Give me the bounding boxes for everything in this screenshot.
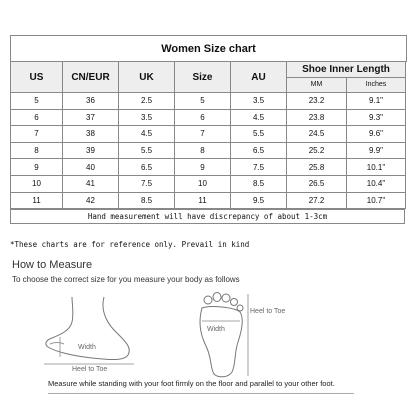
size-cell-uk: 5.5 (119, 142, 175, 159)
size-cell-in: 9.6" (347, 126, 406, 143)
size-cell-au: 8.5 (231, 175, 287, 192)
size-cell-au: 4.5 (231, 109, 287, 126)
size-cell-us: 9 (11, 159, 63, 176)
top-foot-illustration (200, 293, 243, 377)
size-cell-cn: 37 (63, 109, 119, 126)
how-to-measure-subtitle: To choose the correct size for you measure your body as follows (12, 275, 240, 284)
side-heel-to-toe-label: Heel to Toe (72, 366, 108, 373)
header-mm: MM (287, 77, 347, 93)
size-cell-size: 7 (175, 126, 231, 143)
size-cell-in: 10.4" (347, 175, 406, 192)
header-cn-eur: CN/EUR (63, 62, 119, 93)
size-cell-mm: 24.5 (287, 126, 347, 143)
how-to-measure-title: How to Measure (12, 259, 93, 271)
size-cell-in: 10.1" (347, 159, 406, 176)
size-cell-size: 6 (175, 109, 231, 126)
size-cell-size: 5 (175, 93, 231, 110)
header-inches: Inches (347, 77, 406, 93)
size-cell-in: 9.9" (347, 142, 406, 159)
header-us: US (11, 62, 63, 93)
size-cell-uk: 8.5 (119, 192, 175, 209)
size-cell-cn: 40 (63, 159, 119, 176)
chart-title: Women Size chart (10, 35, 407, 62)
size-cell-au: 7.5 (231, 159, 287, 176)
size-cell-in: 10.7" (347, 192, 406, 209)
header-uk: UK (119, 62, 175, 93)
header-size: Size (175, 62, 231, 93)
size-cell-mm: 25.2 (287, 142, 347, 159)
size-cell-us: 8 (11, 142, 63, 159)
size-cell-size: 9 (175, 159, 231, 176)
size-cell-cn: 41 (63, 175, 119, 192)
size-cell-in: 9.3" (347, 109, 406, 126)
size-cell-us: 11 (11, 192, 63, 209)
size-cell-au: 5.5 (231, 126, 287, 143)
size-cell-uk: 4.5 (119, 126, 175, 143)
side-width-label: Width (78, 344, 96, 351)
header-au: AU (231, 62, 287, 93)
size-cell-uk: 2.5 (119, 93, 175, 110)
size-cell-us: 7 (11, 126, 63, 143)
size-cell-uk: 6.5 (119, 159, 175, 176)
size-cell-size: 8 (175, 142, 231, 159)
bottom-divider (48, 393, 354, 394)
size-cell-mm: 27.2 (287, 192, 347, 209)
size-cell-au: 3.5 (231, 93, 287, 110)
measurement-disclaimer: Hand measurement will have discrepancy of about 1-3cm (10, 209, 405, 224)
size-cell-us: 6 (11, 109, 63, 126)
size-cell-au: 6.5 (231, 142, 287, 159)
size-cell-in: 9.1" (347, 93, 406, 110)
size-cell-mm: 23.2 (287, 93, 347, 110)
measurement-caption: Measure while standing with your foot firmly on the floor and parallel to your other foot. (48, 379, 335, 388)
size-cell-cn: 38 (63, 126, 119, 143)
size-cell-us: 10 (11, 175, 63, 192)
size-cell-us: 5 (11, 93, 63, 110)
size-cell-mm: 25.8 (287, 159, 347, 176)
size-cell-size: 10 (175, 175, 231, 192)
size-cell-size: 11 (175, 192, 231, 209)
size-cell-uk: 7.5 (119, 175, 175, 192)
top-heel-to-toe-label: Heel to Toe (250, 308, 286, 315)
size-cell-uk: 3.5 (119, 109, 175, 126)
size-cell-cn: 39 (63, 142, 119, 159)
reference-note: *These charts are for reference only. Prevail in kind (10, 240, 250, 249)
header-shoe-inner-length: Shoe Inner Length (287, 62, 406, 78)
size-cell-cn: 36 (63, 93, 119, 110)
top-width-label: Width (207, 326, 225, 333)
size-cell-mm: 26.5 (287, 175, 347, 192)
size-cell-au: 9.5 (231, 192, 287, 209)
size-cell-cn: 42 (63, 192, 119, 209)
size-cell-mm: 23.8 (287, 109, 347, 126)
